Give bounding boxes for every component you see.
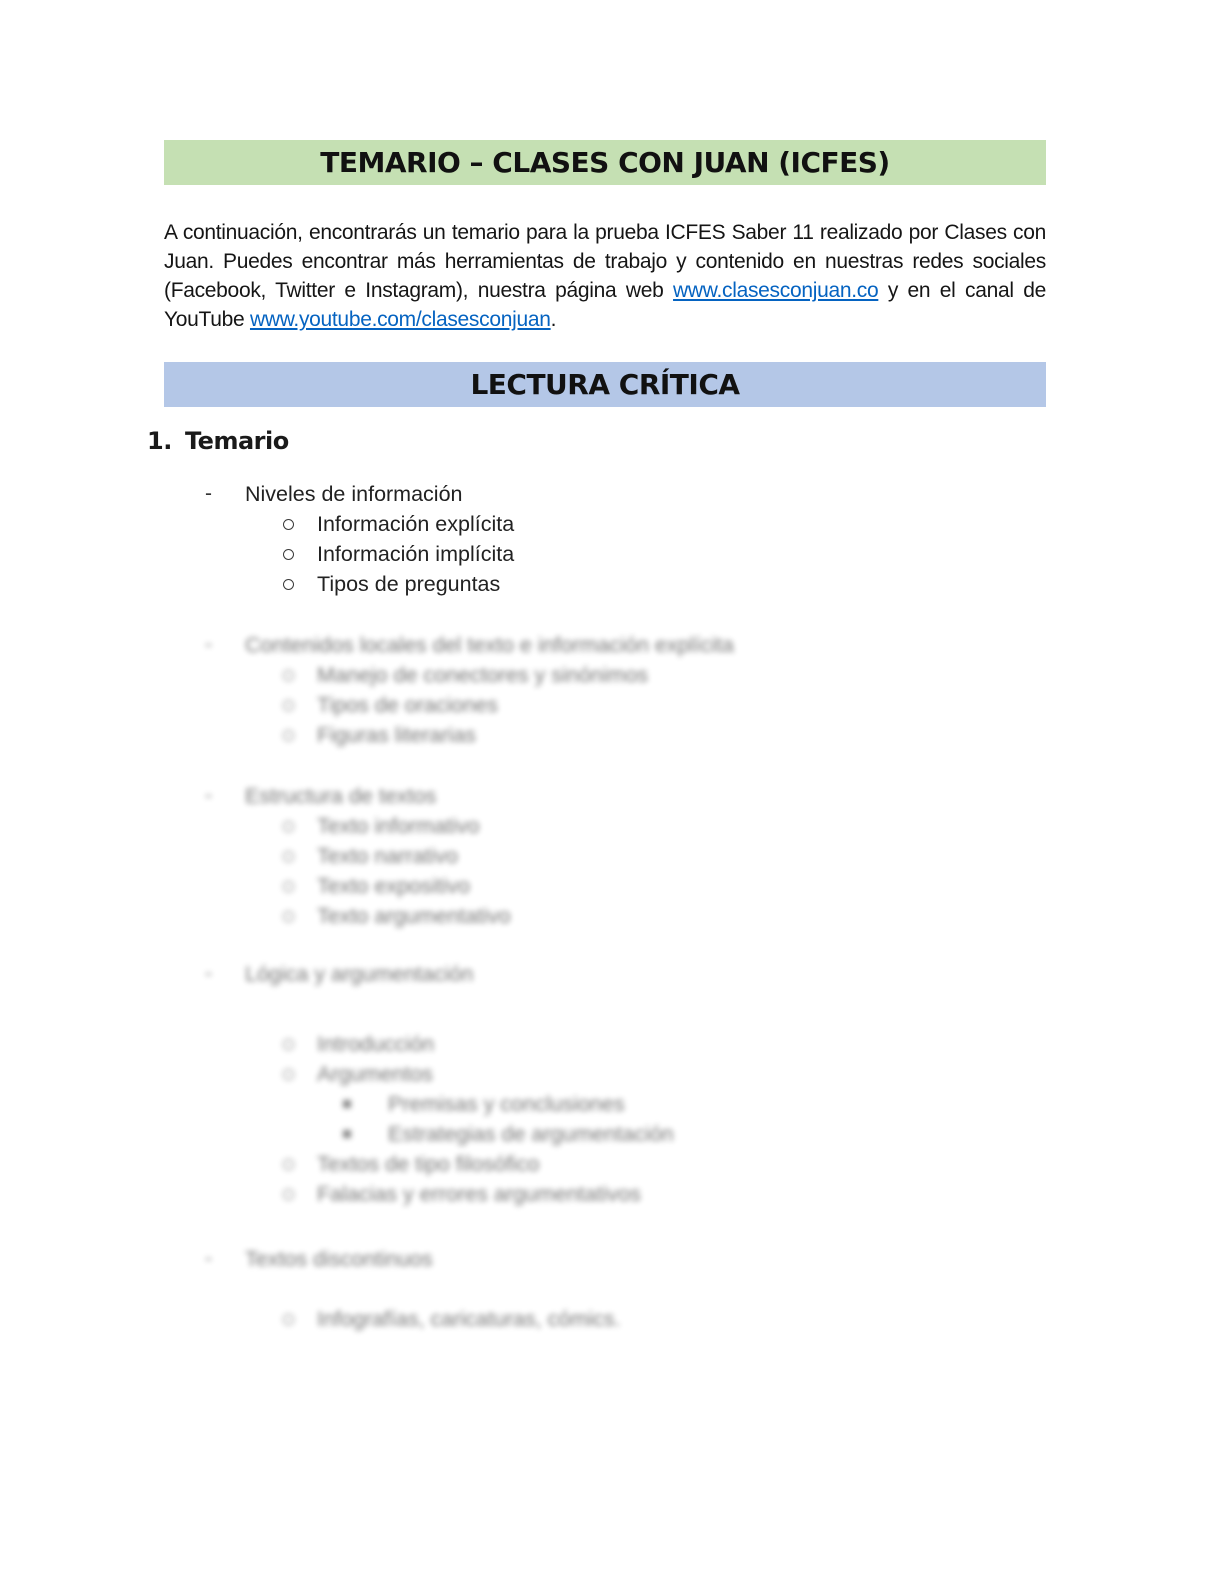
outline-item-label: Tipos de oraciones [317,692,498,717]
circle-bullet-icon [283,1314,294,1325]
title-banner [164,140,1046,185]
outline-item-redacted [164,1244,1046,1274]
dash-bullet-icon: - [205,962,212,985]
dash-bullet-icon: - [205,633,212,656]
outline-item-redacted [164,1149,1046,1179]
square-bullet-icon [343,1130,351,1138]
outline-item-label: Texto argumentativo [317,903,511,928]
square-bullet-icon [343,1100,351,1108]
outline-item-label: Estrategias de argumentación [388,1121,674,1146]
dash-bullet-icon: - [205,784,212,807]
outline-item-redacted [164,1029,1046,1059]
circle-bullet-icon [283,519,294,530]
outline-item-label: Niveles de información [245,481,463,506]
outline-item-label: Tipos de preguntas [317,571,501,596]
circle-bullet-icon [283,730,294,741]
outline-item-label: Información implícita [317,541,515,566]
outline-item [164,509,1046,539]
outline-item-redacted [164,630,1046,660]
circle-bullet-icon [283,1039,294,1050]
website-link[interactable]: www.clasesconjuan.co [673,279,879,302]
intro-text-1: A continuación, encontrarás un temario para la prueba ICFES Saber 11 realizado por Clases con Juan. Puedes encontrar más herramientas de trabajo y contenido en nuestras redes sociales (Facebook, Twitter e Instagram), nuestra página web [164,221,1046,302]
list-heading-label: Temario [185,427,289,455]
outline-item-redacted [164,841,1046,871]
outline-item [164,539,1046,569]
outline-item-label: Estructura de textos [245,783,437,808]
outline-item-redacted [164,811,1046,841]
temario-outline [164,479,1046,1334]
circle-bullet-icon [283,911,294,922]
outline-item-label: Textos de tipo filosófico [317,1151,540,1176]
outline-item-redacted [164,1089,1046,1119]
outline-item-label: Contenidos locales del texto e información explícita [245,632,734,657]
outline-item-redacted [164,959,1046,989]
outline-item-label: Texto informativo [317,813,480,838]
outline-item-redacted [164,1119,1046,1149]
list-heading-number: 1. [147,427,172,455]
outline-item-label: Textos discontinuos [245,1246,433,1271]
outline-item-redacted [164,1304,1046,1334]
intro-paragraph [164,218,1046,334]
circle-bullet-icon [283,670,294,681]
section-title: LECTURA CRÍTICA [470,368,740,401]
outline-item-label: Introducción [317,1031,435,1056]
outline-item [164,569,1046,599]
outline-item-label: Infografías, caricaturas, cómics. [317,1306,621,1331]
circle-bullet-icon [283,881,294,892]
outline-item-label: Manejo de conectores y sinónimos [317,662,649,687]
outline-item-label: Texto narrativo [317,843,459,868]
circle-bullet-icon [283,700,294,711]
outline-item-label: Figuras literarias [317,722,476,747]
outline-item-label: Lógica y argumentación [245,961,474,986]
section-banner [164,362,1046,407]
outline-item-redacted [164,1179,1046,1209]
outline-item-redacted [164,781,1046,811]
intro-text-2: y en el canal de YouTube [164,279,1047,331]
dash-bullet-icon: - [205,482,212,505]
list-heading [147,427,1046,457]
dash-bullet-icon: - [205,1247,212,1270]
outline-item-redacted [164,720,1046,750]
outline-item-redacted [164,901,1046,931]
outline-item-redacted [164,660,1046,690]
outline-item-redacted [164,1059,1046,1089]
outline-item-redacted [164,690,1046,720]
page-title: TEMARIO – CLASES CON JUAN (ICFES) [320,146,890,179]
circle-bullet-icon [283,851,294,862]
intro-text-3: . [550,308,557,331]
outline-item-label: Texto expositivo [317,873,470,898]
circle-bullet-icon [283,579,294,590]
circle-bullet-icon [283,549,294,560]
circle-bullet-icon [283,1159,294,1170]
youtube-link[interactable]: www.youtube.com/clasesconjuan [249,308,551,331]
outline-item-label: Premisas y conclusiones [388,1091,625,1116]
outline-item-label: Información explícita [317,511,515,536]
circle-bullet-icon [283,821,294,832]
outline-item-redacted [164,871,1046,901]
circle-bullet-icon [283,1189,294,1200]
outline-item-label: Argumentos [317,1061,433,1086]
circle-bullet-icon [283,1069,294,1080]
outline-item [164,479,1046,509]
outline-item-label: Falacias y errores argumentativos [317,1181,641,1206]
